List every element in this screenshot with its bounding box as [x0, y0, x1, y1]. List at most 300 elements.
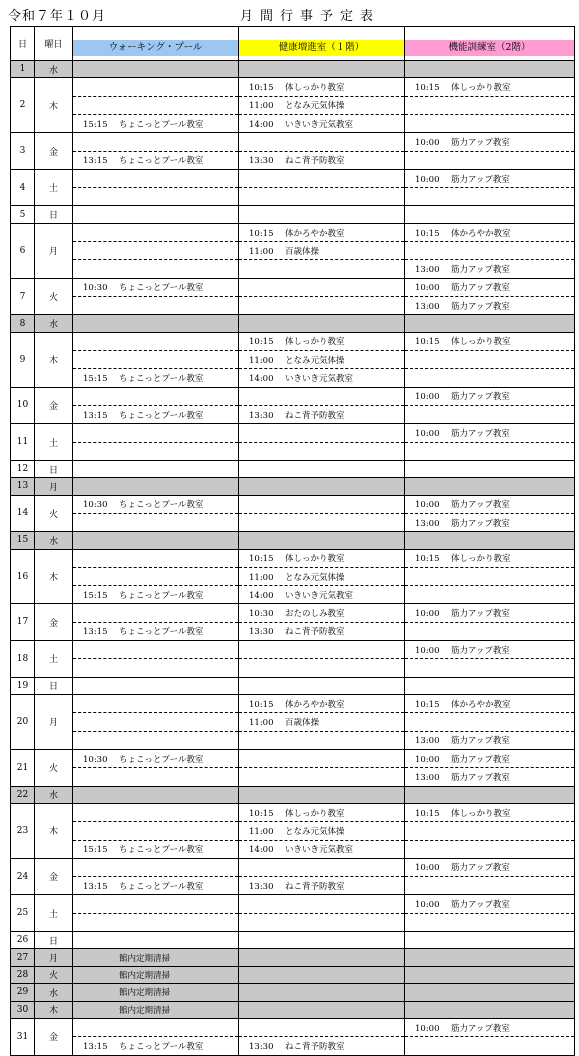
event-name: 体しっかり教室: [451, 337, 511, 348]
day-row: [11, 1037, 575, 1055]
day-row: [11, 495, 575, 513]
weekday: 火: [35, 966, 73, 983]
weekday: 木: [35, 1001, 73, 1018]
training-room-event: [405, 641, 575, 659]
event-text: 10:15: [249, 83, 274, 94]
health-room-event: [239, 567, 405, 585]
day-number: 19: [11, 677, 35, 694]
day-number: 9: [11, 332, 35, 387]
walking-pool-event: [73, 405, 239, 423]
event-name: 筋力アップ教室: [451, 863, 510, 874]
header-health-room-label: 健康増進室（１階）: [239, 40, 404, 56]
health-room-event: [239, 532, 405, 549]
health-room-event: [239, 713, 405, 731]
event-text: 10:00: [415, 609, 440, 620]
event-text: 10:00: [415, 428, 440, 439]
training-room-event: [405, 858, 575, 876]
day-row: [11, 659, 575, 677]
day-number: 16: [11, 549, 35, 604]
day-row: [11, 405, 575, 423]
health-room-event: [239, 61, 405, 78]
event-text: 15:15: [83, 845, 108, 856]
event-text: 14:00: [249, 845, 274, 856]
training-room-event: [405, 133, 575, 151]
day-row: [11, 513, 575, 531]
training-room-event: [405, 622, 575, 640]
header-walking-pool: [73, 27, 239, 61]
day-number: 23: [11, 803, 35, 858]
day-row: [11, 114, 575, 132]
training-room-event: [405, 803, 575, 821]
day-number: 14: [11, 495, 35, 532]
event-text: 10:15: [249, 699, 274, 710]
event-name: おたのしみ教室: [285, 609, 345, 620]
day-row: [11, 297, 575, 315]
walking-pool-event: [73, 96, 239, 114]
walking-pool-event: [73, 297, 239, 315]
weekday: 火: [35, 749, 73, 786]
day-number: 22: [11, 786, 35, 803]
event-text: 10:00: [415, 137, 440, 148]
training-room-event: [405, 895, 575, 913]
event-text: 13:15: [83, 627, 108, 638]
event-text: 10:00: [415, 500, 440, 511]
day-row: [11, 369, 575, 387]
training-room-event: [405, 604, 575, 622]
event-text: 13:00: [415, 772, 440, 783]
weekday: 日: [35, 460, 73, 477]
day-row: [11, 731, 575, 749]
walking-pool-event: [73, 695, 239, 713]
training-room-event: [405, 460, 575, 477]
event-name: 筋力アップ教室: [451, 174, 510, 185]
day-number: 10: [11, 387, 35, 424]
event-name: 体かろやか教室: [451, 228, 511, 239]
walking-pool-event: [73, 61, 239, 78]
event-name: ちょこっとプール教室: [119, 283, 204, 294]
event-name: ちょこっとプール教室: [119, 1041, 204, 1052]
weekday: 月: [35, 478, 73, 495]
event-text: 13:30: [249, 410, 274, 421]
event-name: ねこ背予防教室: [285, 881, 345, 892]
training-room-event: [405, 768, 575, 786]
event-text: 13:30: [249, 1041, 274, 1052]
weekday: 土: [35, 641, 73, 678]
training-room-event: [405, 677, 575, 694]
health-room-event: [239, 242, 405, 260]
health-room-event: [239, 114, 405, 132]
training-room-event: [405, 114, 575, 132]
training-room-event: [405, 351, 575, 369]
weekday: 土: [35, 895, 73, 932]
event-text: 10:30: [83, 283, 108, 294]
health-room-event: [239, 695, 405, 713]
walking-pool-event: [73, 641, 239, 659]
day-row: [11, 622, 575, 640]
event-name: ちょこっとプール教室: [119, 156, 204, 167]
training-room-event: [405, 78, 575, 96]
training-room-event: [405, 567, 575, 585]
day-row: [11, 169, 575, 187]
event-text: 13:15: [83, 881, 108, 892]
day-number: 12: [11, 460, 35, 477]
day-number: 5: [11, 206, 35, 223]
training-room-event: [405, 659, 575, 677]
walking-pool-event: [73, 460, 239, 477]
training-room-event: [405, 586, 575, 604]
health-room-event: [239, 387, 405, 405]
event-text: 10:00: [415, 754, 440, 765]
walking-pool-event: [73, 114, 239, 132]
day-row: [11, 913, 575, 931]
event-name: 体しっかり教室: [285, 337, 345, 348]
event-name: 筋力アップ教室: [451, 428, 510, 439]
day-row: [11, 567, 575, 585]
training-room-event: [405, 1037, 575, 1055]
health-room-event: [239, 278, 405, 296]
training-room-event: [405, 966, 575, 983]
health-room-event: [239, 786, 405, 803]
event-name: となみ元気体操: [285, 572, 345, 583]
training-room-event: [405, 932, 575, 949]
health-room-event: [239, 622, 405, 640]
event-text: 10:15: [249, 228, 274, 239]
day-row: [11, 840, 575, 858]
health-room-event: [239, 315, 405, 332]
walking-pool-event: [73, 749, 239, 767]
health-room-event: [239, 442, 405, 460]
event-name: 体しっかり教室: [285, 554, 345, 565]
day-row: [11, 442, 575, 460]
event-name: ちょこっとプール教室: [119, 845, 204, 856]
walking-pool-event: [73, 549, 239, 567]
event-text: 10:30: [83, 754, 108, 765]
event-name: となみ元気体操: [285, 826, 345, 837]
weekday: 日: [35, 206, 73, 223]
health-room-event: [239, 586, 405, 604]
event-name: 体しっかり教室: [451, 554, 511, 565]
walking-pool-event: [73, 567, 239, 585]
weekday: 土: [35, 424, 73, 461]
weekday: 日: [35, 677, 73, 694]
walking-pool-event: [73, 713, 239, 731]
training-room-event: [405, 151, 575, 169]
training-room-event: [405, 260, 575, 278]
weekday: 月: [35, 223, 73, 278]
day-row: [11, 1001, 575, 1018]
day-row: [11, 223, 575, 241]
event-text: 10:00: [415, 645, 440, 656]
event-name: ちょこっとプール教室: [119, 410, 204, 421]
weekday: 水: [35, 786, 73, 803]
closure-note: 館内定期清掃: [119, 970, 171, 981]
walking-pool-event: [73, 622, 239, 640]
training-room-event: [405, 495, 575, 513]
training-room-event: [405, 61, 575, 78]
event-text: 10:15: [415, 699, 440, 710]
day-row: [11, 966, 575, 983]
health-room-event: [239, 513, 405, 531]
day-row: [11, 260, 575, 278]
event-text: 10:00: [415, 392, 440, 403]
closure-note: 館内定期清掃: [119, 1005, 171, 1016]
day-row: [11, 332, 575, 350]
walking-pool-event: [73, 768, 239, 786]
health-room-event: [239, 1037, 405, 1055]
event-name: ちょこっとプール教室: [119, 881, 204, 892]
day-row: [11, 188, 575, 206]
weekday: 火: [35, 495, 73, 532]
event-name: ちょこっとプール教室: [119, 119, 204, 130]
training-room-event: [405, 96, 575, 114]
health-room-event: [239, 478, 405, 495]
day-row: [11, 133, 575, 151]
walking-pool-event: [73, 133, 239, 151]
event-name: 筋力アップ教室: [451, 265, 510, 276]
walking-pool-event: [73, 966, 239, 983]
health-room-event: [239, 351, 405, 369]
walking-pool-event: [73, 223, 239, 241]
event-text: 10:15: [249, 337, 274, 348]
health-room-event: [239, 659, 405, 677]
closure-note: 館内定期清掃: [119, 988, 171, 999]
header-training-room: [405, 27, 575, 61]
day-row: [11, 78, 575, 96]
day-number: 17: [11, 604, 35, 641]
event-name: ちょこっとプール教室: [119, 627, 204, 638]
schedule-table: [10, 26, 575, 1056]
walking-pool-event: [73, 913, 239, 931]
walking-pool-event: [73, 151, 239, 169]
day-row: [11, 932, 575, 949]
month-title: 令和７年１０月: [8, 9, 107, 24]
event-name: となみ元気体操: [285, 355, 345, 366]
training-room-event: [405, 695, 575, 713]
day-number: 31: [11, 1018, 35, 1055]
event-name: 筋力アップ教室: [451, 283, 510, 294]
weekday: 木: [35, 78, 73, 133]
walking-pool-event: [73, 478, 239, 495]
header-row: [11, 27, 575, 61]
event-text: 13:30: [249, 156, 274, 167]
training-room-event: [405, 278, 575, 296]
event-text: 10:00: [415, 1023, 440, 1034]
walking-pool-event: [73, 351, 239, 369]
walking-pool-event: [73, 169, 239, 187]
day-row: [11, 604, 575, 622]
day-row: [11, 768, 575, 786]
training-room-event: [405, 713, 575, 731]
health-room-event: [239, 840, 405, 858]
event-name: 体しっかり教室: [451, 83, 511, 94]
training-room-event: [405, 949, 575, 966]
event-text: 14:00: [249, 590, 274, 601]
event-name: いきいき元気教室: [285, 373, 354, 384]
health-room-event: [239, 206, 405, 223]
training-room-event: [405, 513, 575, 531]
day-row: [11, 858, 575, 876]
day-number: 29: [11, 984, 35, 1001]
day-number: 1: [11, 61, 35, 78]
day-number: 15: [11, 532, 35, 549]
closure-note: 館内定期清掃: [119, 953, 171, 964]
event-name: ねこ背予防教室: [285, 1041, 345, 1052]
day-number: 13: [11, 478, 35, 495]
training-room-event: [405, 206, 575, 223]
event-name: 体しっかり教室: [285, 808, 345, 819]
day-row: [11, 877, 575, 895]
health-room-event: [239, 96, 405, 114]
event-text: 13:15: [83, 156, 108, 167]
health-room-event: [239, 405, 405, 423]
walking-pool-event: [73, 387, 239, 405]
day-number: 6: [11, 223, 35, 278]
event-text: 10:15: [249, 554, 274, 565]
event-name: 筋力アップ教室: [451, 301, 510, 312]
weekday: 月: [35, 695, 73, 750]
weekday: 木: [35, 549, 73, 604]
event-name: 筋力アップ教室: [451, 754, 510, 765]
training-room-event: [405, 315, 575, 332]
day-number: 26: [11, 932, 35, 949]
event-name: 筋力アップ教室: [451, 1023, 510, 1034]
event-text: 11:00: [249, 355, 274, 366]
event-text: 10:00: [415, 174, 440, 185]
walking-pool-event: [73, 877, 239, 895]
weekday: 月: [35, 949, 73, 966]
day-row: [11, 695, 575, 713]
event-text: 14:00: [249, 119, 274, 130]
day-number: 8: [11, 315, 35, 332]
training-room-event: [405, 532, 575, 549]
health-room-event: [239, 223, 405, 241]
walking-pool-event: [73, 786, 239, 803]
day-row: [11, 387, 575, 405]
day-number: 2: [11, 78, 35, 133]
health-room-event: [239, 460, 405, 477]
event-text: 15:15: [83, 373, 108, 384]
walking-pool-event: [73, 659, 239, 677]
day-number: 11: [11, 424, 35, 461]
weekday: 日: [35, 932, 73, 949]
training-room-event: [405, 405, 575, 423]
walking-pool-event: [73, 442, 239, 460]
health-room-event: [239, 133, 405, 151]
health-room-event: [239, 151, 405, 169]
event-name: いきいき元気教室: [285, 845, 354, 856]
event-text: 10:15: [415, 83, 440, 94]
event-name: 体しっかり教室: [285, 83, 345, 94]
walking-pool-event: [73, 858, 239, 876]
day-row: [11, 677, 575, 694]
weekday: 水: [35, 315, 73, 332]
health-room-event: [239, 858, 405, 876]
event-text: 10:00: [415, 900, 440, 911]
day-row: [11, 641, 575, 659]
day-row: [11, 949, 575, 966]
header-training-room-label: 機能訓練室（2階）: [405, 40, 574, 56]
event-name: いきいき元気教室: [285, 119, 354, 130]
event-text: 13:00: [415, 518, 440, 529]
event-name: ちょこっとプール教室: [119, 500, 204, 511]
page-header: [0, 0, 579, 24]
event-name: となみ元気体操: [285, 101, 345, 112]
walking-pool-event: [73, 895, 239, 913]
walking-pool-event: [73, 206, 239, 223]
event-text: 11:00: [249, 246, 274, 257]
day-row: [11, 424, 575, 442]
training-room-event: [405, 387, 575, 405]
day-row: [11, 786, 575, 803]
walking-pool-event: [73, 731, 239, 749]
event-text: 13:15: [83, 410, 108, 421]
day-row: [11, 151, 575, 169]
event-text: 10:15: [415, 554, 440, 565]
event-name: 体かろやか教室: [285, 699, 345, 710]
event-name: 百歳体操: [285, 717, 320, 728]
walking-pool-event: [73, 984, 239, 1001]
event-name: 筋力アップ教室: [451, 392, 510, 403]
event-name: 筋力アップ教室: [451, 518, 510, 529]
event-text: 10:15: [415, 337, 440, 348]
header-weekday: 曜日: [35, 27, 73, 61]
weekday: 金: [35, 604, 73, 641]
event-name: 百歳体操: [285, 246, 320, 257]
training-room-event: [405, 822, 575, 840]
health-room-event: [239, 677, 405, 694]
walking-pool-event: [73, 188, 239, 206]
health-room-event: [239, 731, 405, 749]
event-name: いきいき元気教室: [285, 590, 354, 601]
health-room-event: [239, 78, 405, 96]
event-text: 13:00: [415, 265, 440, 276]
walking-pool-event: [73, 803, 239, 821]
event-name: 筋力アップ教室: [451, 645, 510, 656]
day-row: [11, 822, 575, 840]
day-row: [11, 803, 575, 821]
event-text: 14:00: [249, 373, 274, 384]
event-name: 体かろやか教室: [285, 228, 345, 239]
day-row: [11, 206, 575, 223]
weekday: 水: [35, 61, 73, 78]
weekday: 木: [35, 803, 73, 858]
training-room-event: [405, 332, 575, 350]
training-room-event: [405, 223, 575, 241]
event-name: 筋力アップ教室: [451, 500, 510, 511]
walking-pool-event: [73, 949, 239, 966]
weekday: 金: [35, 1018, 73, 1055]
event-name: ちょこっとプール教室: [119, 590, 204, 601]
day-number: 3: [11, 133, 35, 170]
training-room-event: [405, 749, 575, 767]
walking-pool-event: [73, 424, 239, 442]
walking-pool-event: [73, 1018, 239, 1036]
header-day: 日: [11, 27, 35, 61]
day-number: 21: [11, 749, 35, 786]
event-text: 15:15: [83, 590, 108, 601]
training-room-event: [405, 984, 575, 1001]
header-walking-pool-label: ウォーキング・プール: [73, 40, 238, 56]
event-text: 11:00: [249, 101, 274, 112]
event-name: ちょこっとプール教室: [119, 373, 204, 384]
weekday: 金: [35, 858, 73, 895]
day-row: [11, 532, 575, 549]
weekday: 水: [35, 984, 73, 1001]
training-room-event: [405, 877, 575, 895]
health-room-event: [239, 966, 405, 983]
health-room-event: [239, 188, 405, 206]
training-room-event: [405, 913, 575, 931]
